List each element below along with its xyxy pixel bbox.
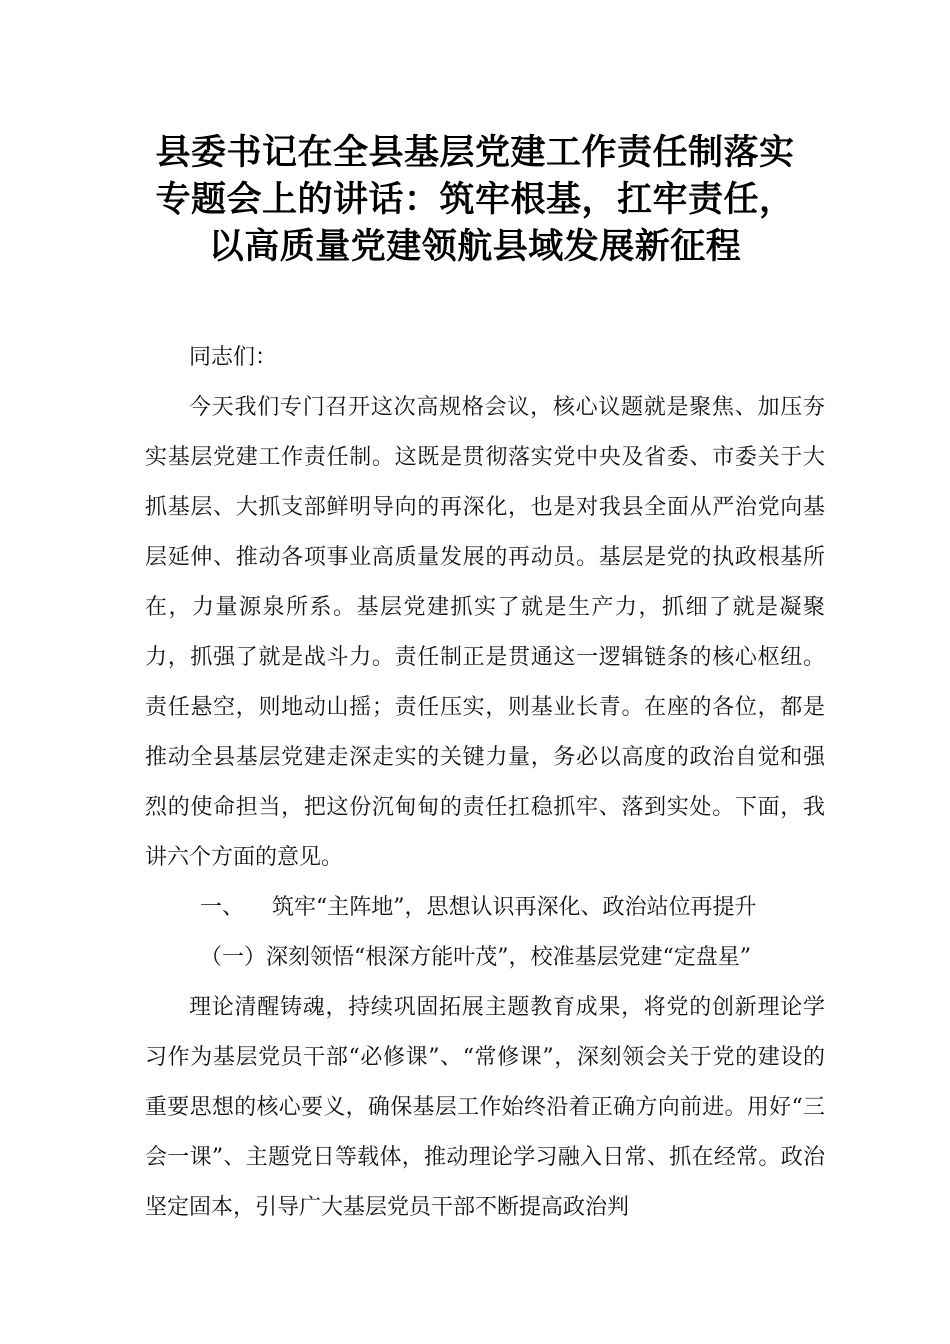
document-title xyxy=(100,130,850,271)
title-line-1: 县委书记在全县基层党建工作责任制落实 xyxy=(155,133,795,173)
body-paragraph: 理论清醒铸魂，持续巩固拓展主题教育成果，将党的创新理论学习作为基层党员干部“必修课”、“常修课”，深刻领会关于党的建设的重要思想的核心要义，确保基层工作始终沿着正确方向前进。用好“三会一课”、主题党日等载体，推动理论学习融入日常、抓在经常。政治坚定固本，引导广大基层党员干部不断提高政治判 xyxy=(145,995,825,1220)
salutation: 同志们： xyxy=(189,345,278,370)
section-title: 筑牢“主阵地”，思想认识再深化、政治站位再提升 xyxy=(272,895,757,920)
document-body xyxy=(145,333,825,1233)
title-line-3: 以高质量党建领航县域发展新征程 xyxy=(208,227,742,267)
title-line-2: 专题会上的讲话：筑牢根基，扛牢责任， xyxy=(155,180,795,220)
intro-paragraph: 今天我们专门召开这次高规格会议，核心议题就是聚焦、加压夯实基层党建工作责任制。这既是贯彻落实党中央及省委、市委关于大抓基层、大抓支部鲜明导向的再深化，也是对我县全面从严治党向基层延伸、推动各项事业高质量发展的再动员。基层是党的执政根基所在，力量源泉所系。基层党建抓实了就是生产力，抓细了就是凝聚力，抓强了就是战斗力。责任制正是贯通这一逻辑链条的核心枢纽。责任悬空，则地动山摇；责任压实，则基业长青。在座的各位，都是推动全县基层党建走深走实的关键力量，务必以高度的政治自觉和强烈的使命担当，把这份沉甸甸的责任扛稳抓牢、落到实处。下面，我讲六个方面的意见。 xyxy=(145,395,825,870)
section-heading-1 xyxy=(145,883,825,933)
section-number: 一、 xyxy=(200,895,245,920)
subsection-heading-1: （一）深刻领悟“根深方能叶茂”，校准基层党建“定盘星” xyxy=(200,945,751,970)
